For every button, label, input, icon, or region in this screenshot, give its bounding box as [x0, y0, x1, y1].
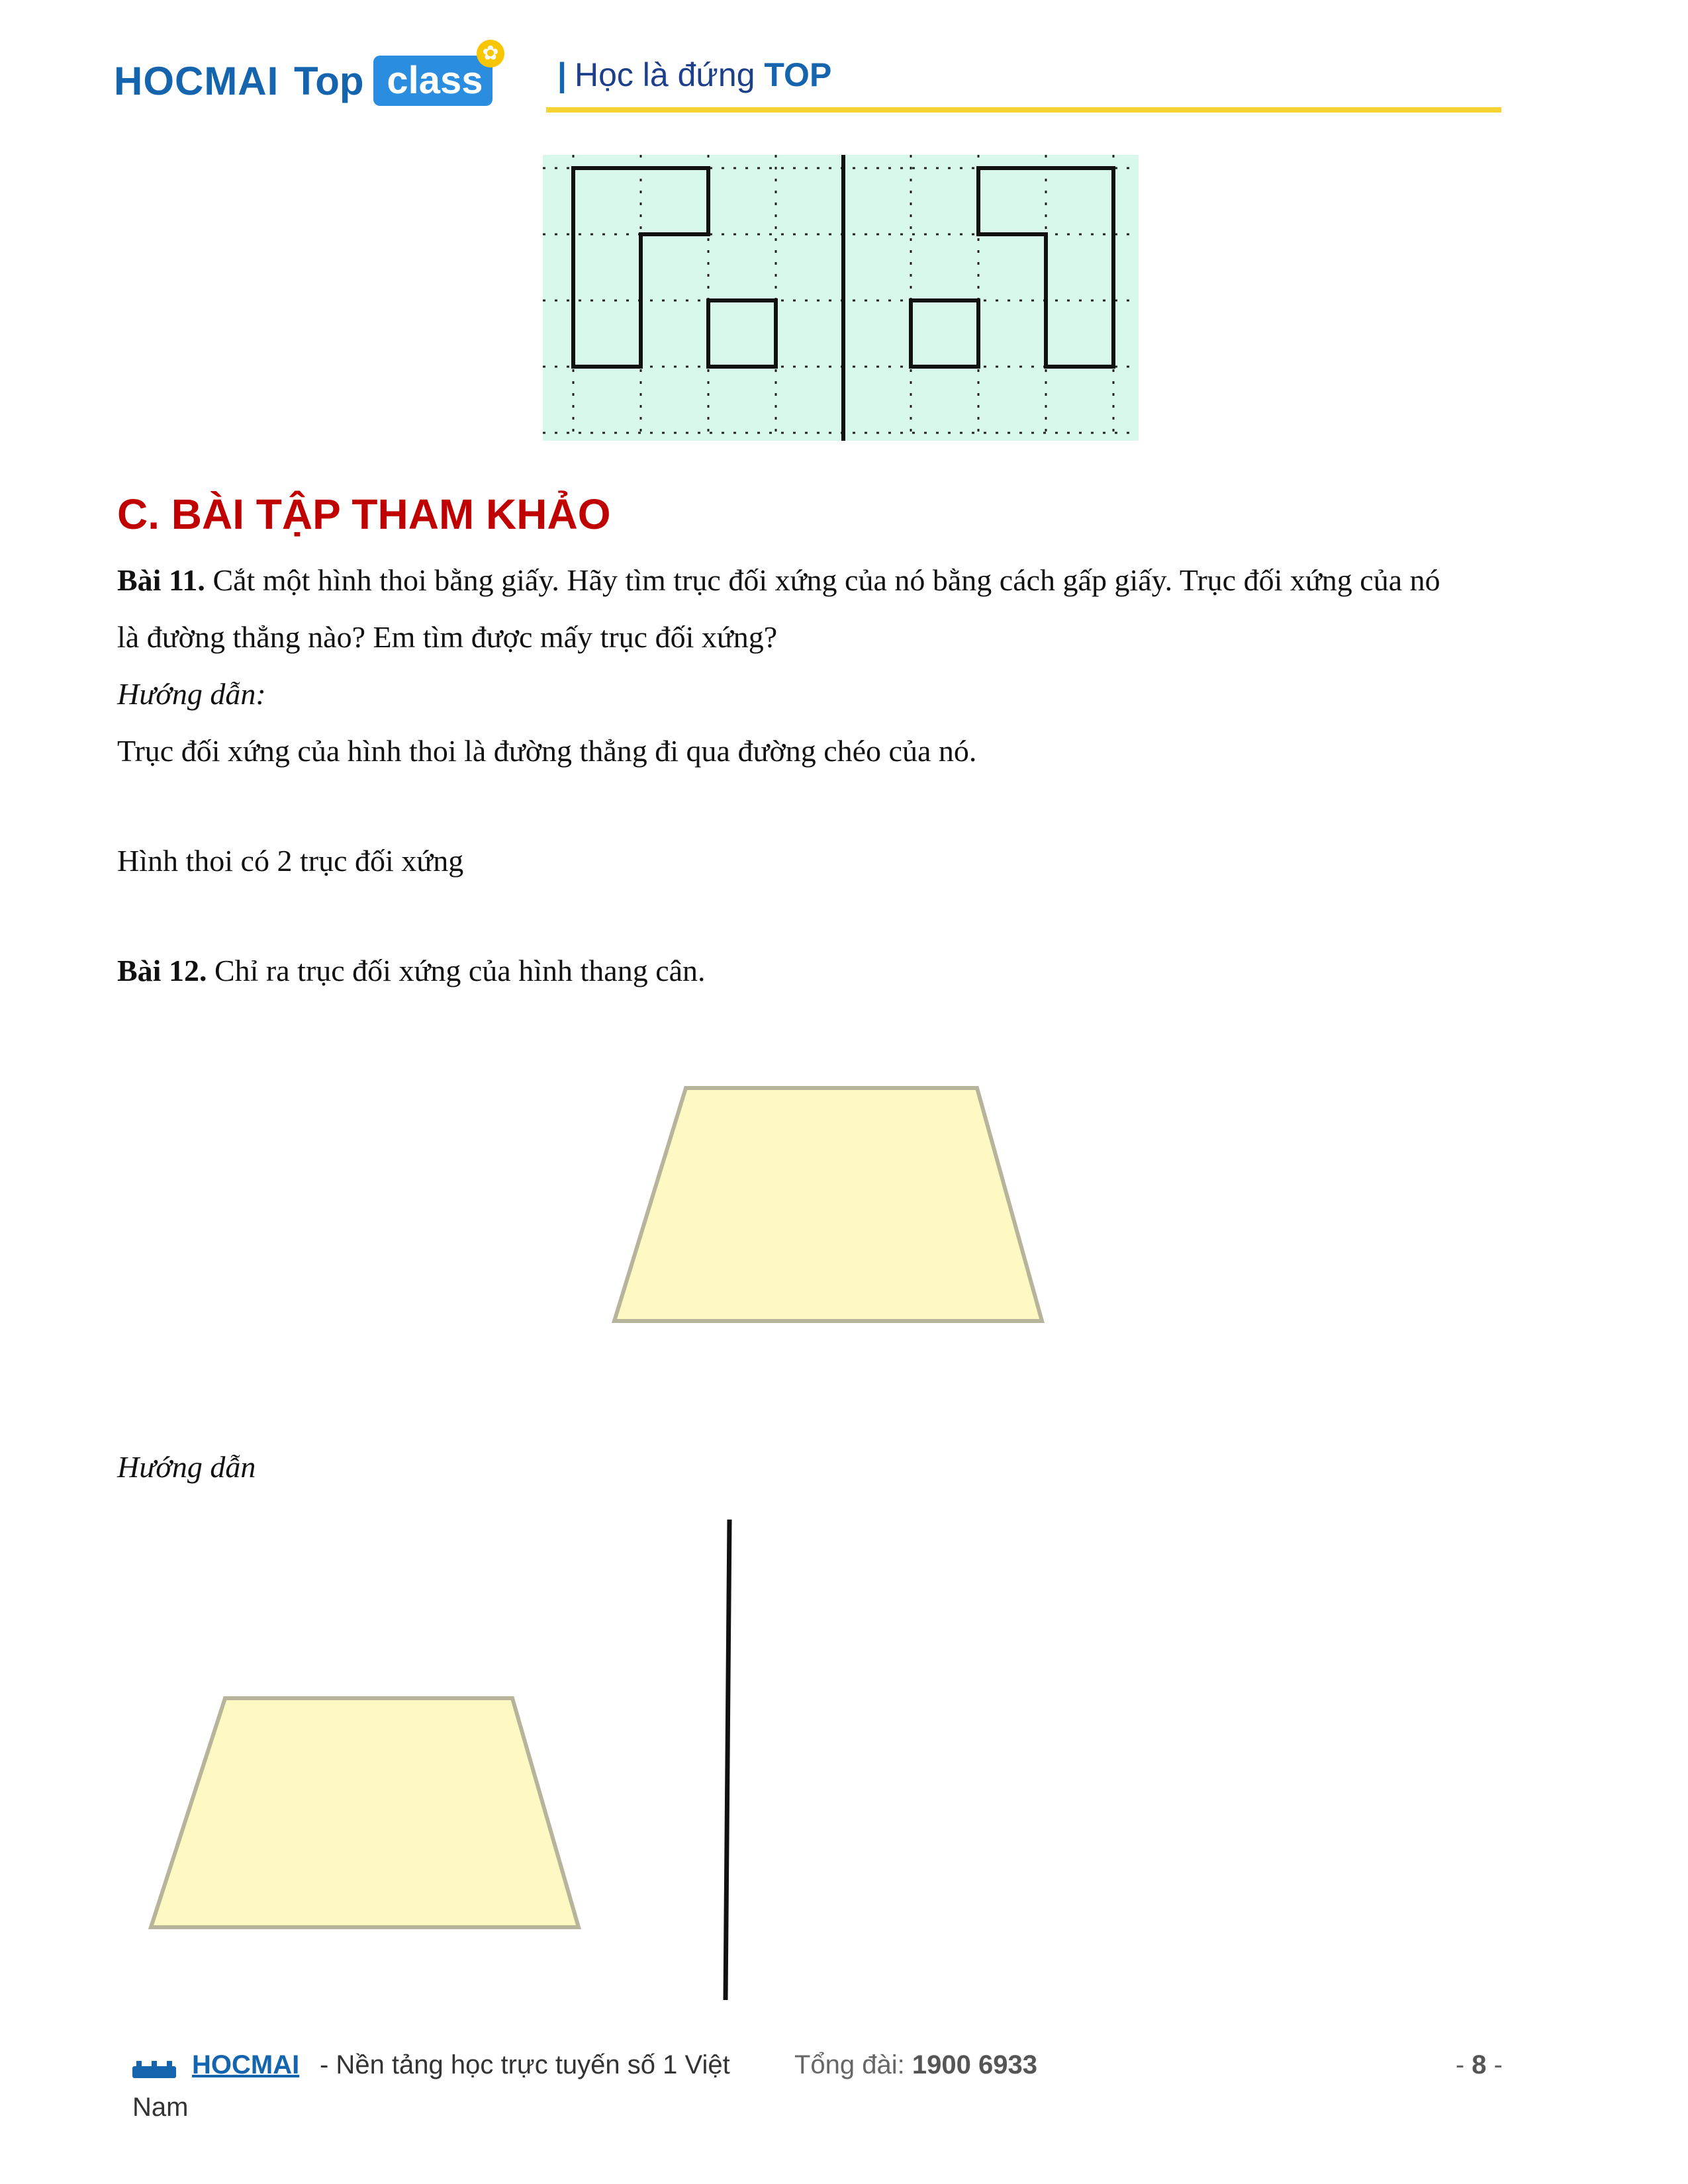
exercise-12-question-text: Chỉ ra trục đối xứng của hình thang cân.	[214, 954, 706, 987]
star-icon: ✿	[477, 40, 504, 68]
page-footer	[132, 2045, 1503, 2138]
footer-hotline-label: Tổng đài:	[794, 2050, 905, 2079]
page-number-prefix: -	[1455, 2050, 1465, 2079]
grid-symmetry-figure	[543, 155, 1139, 441]
header-divider	[546, 107, 1501, 113]
exercise-11-question-text-1: Cắt một hình thoi bằng giấy. Hãy tìm trục đối xứng của nó bằng cách gấp giấy. Trục đối xứng của nó	[212, 563, 1440, 597]
footer-hotline-number: 1900 6933	[912, 2050, 1037, 2079]
trapezoid-with-axis-figure	[132, 1516, 755, 2005]
section-title: C. BÀI TẬP THAM KHẢO	[117, 490, 611, 538]
hocmai-footer-icon	[132, 2060, 176, 2082]
exercise-11-label: Bài 11.	[117, 563, 205, 597]
grid-background	[543, 155, 1139, 441]
footer-hotline	[794, 2050, 1037, 2080]
header-tagline	[557, 56, 831, 94]
exercise-11-guide-label: Hướng dẫn:	[117, 677, 266, 711]
footer-slogan-continued: Nam	[132, 2093, 189, 2122]
logo-top-text: Top	[294, 59, 364, 103]
exercise-12-guide-label: Hướng dẫn	[117, 1450, 256, 1484]
logo-class-text: class	[387, 59, 483, 102]
exercise-11-question-line-1	[117, 563, 1440, 598]
exercise-12-label: Bài 12.	[117, 954, 207, 987]
page-number	[1456, 2050, 1503, 2080]
isosceles-trapezoid	[614, 1088, 1042, 1321]
isosceles-trapezoid-figure	[609, 1079, 1046, 1330]
symmetry-axis-line	[726, 1520, 729, 2000]
exercise-12-question	[117, 953, 706, 988]
footer-slogan: - Nền tảng học trực tuyến số 1 Việt	[320, 2050, 730, 2079]
footer-brand-link[interactable]: HOCMAI	[192, 2050, 300, 2079]
page-number-value: 8	[1472, 2050, 1487, 2079]
tagline-text: Học là đứng	[575, 56, 755, 93]
exercise-11-answer-line-2: Hình thoi có 2 trục đối xứng	[117, 844, 464, 878]
tagline-highlight: TOP	[764, 56, 832, 93]
exercise-11-question-line-2: là đường thẳng nào? Em tìm được mấy trục đối xứng?	[117, 620, 778, 654]
tagline-bar: |	[557, 56, 567, 93]
isosceles-trapezoid-answer	[151, 1698, 579, 1927]
page-number-suffix: -	[1493, 2050, 1503, 2079]
exercise-11-answer-line-1: Trục đối xứng của hình thoi là đường thẳng đi qua đường chéo của nó.	[117, 734, 977, 768]
logo-hocmai-text: HOCMAI	[114, 59, 279, 103]
